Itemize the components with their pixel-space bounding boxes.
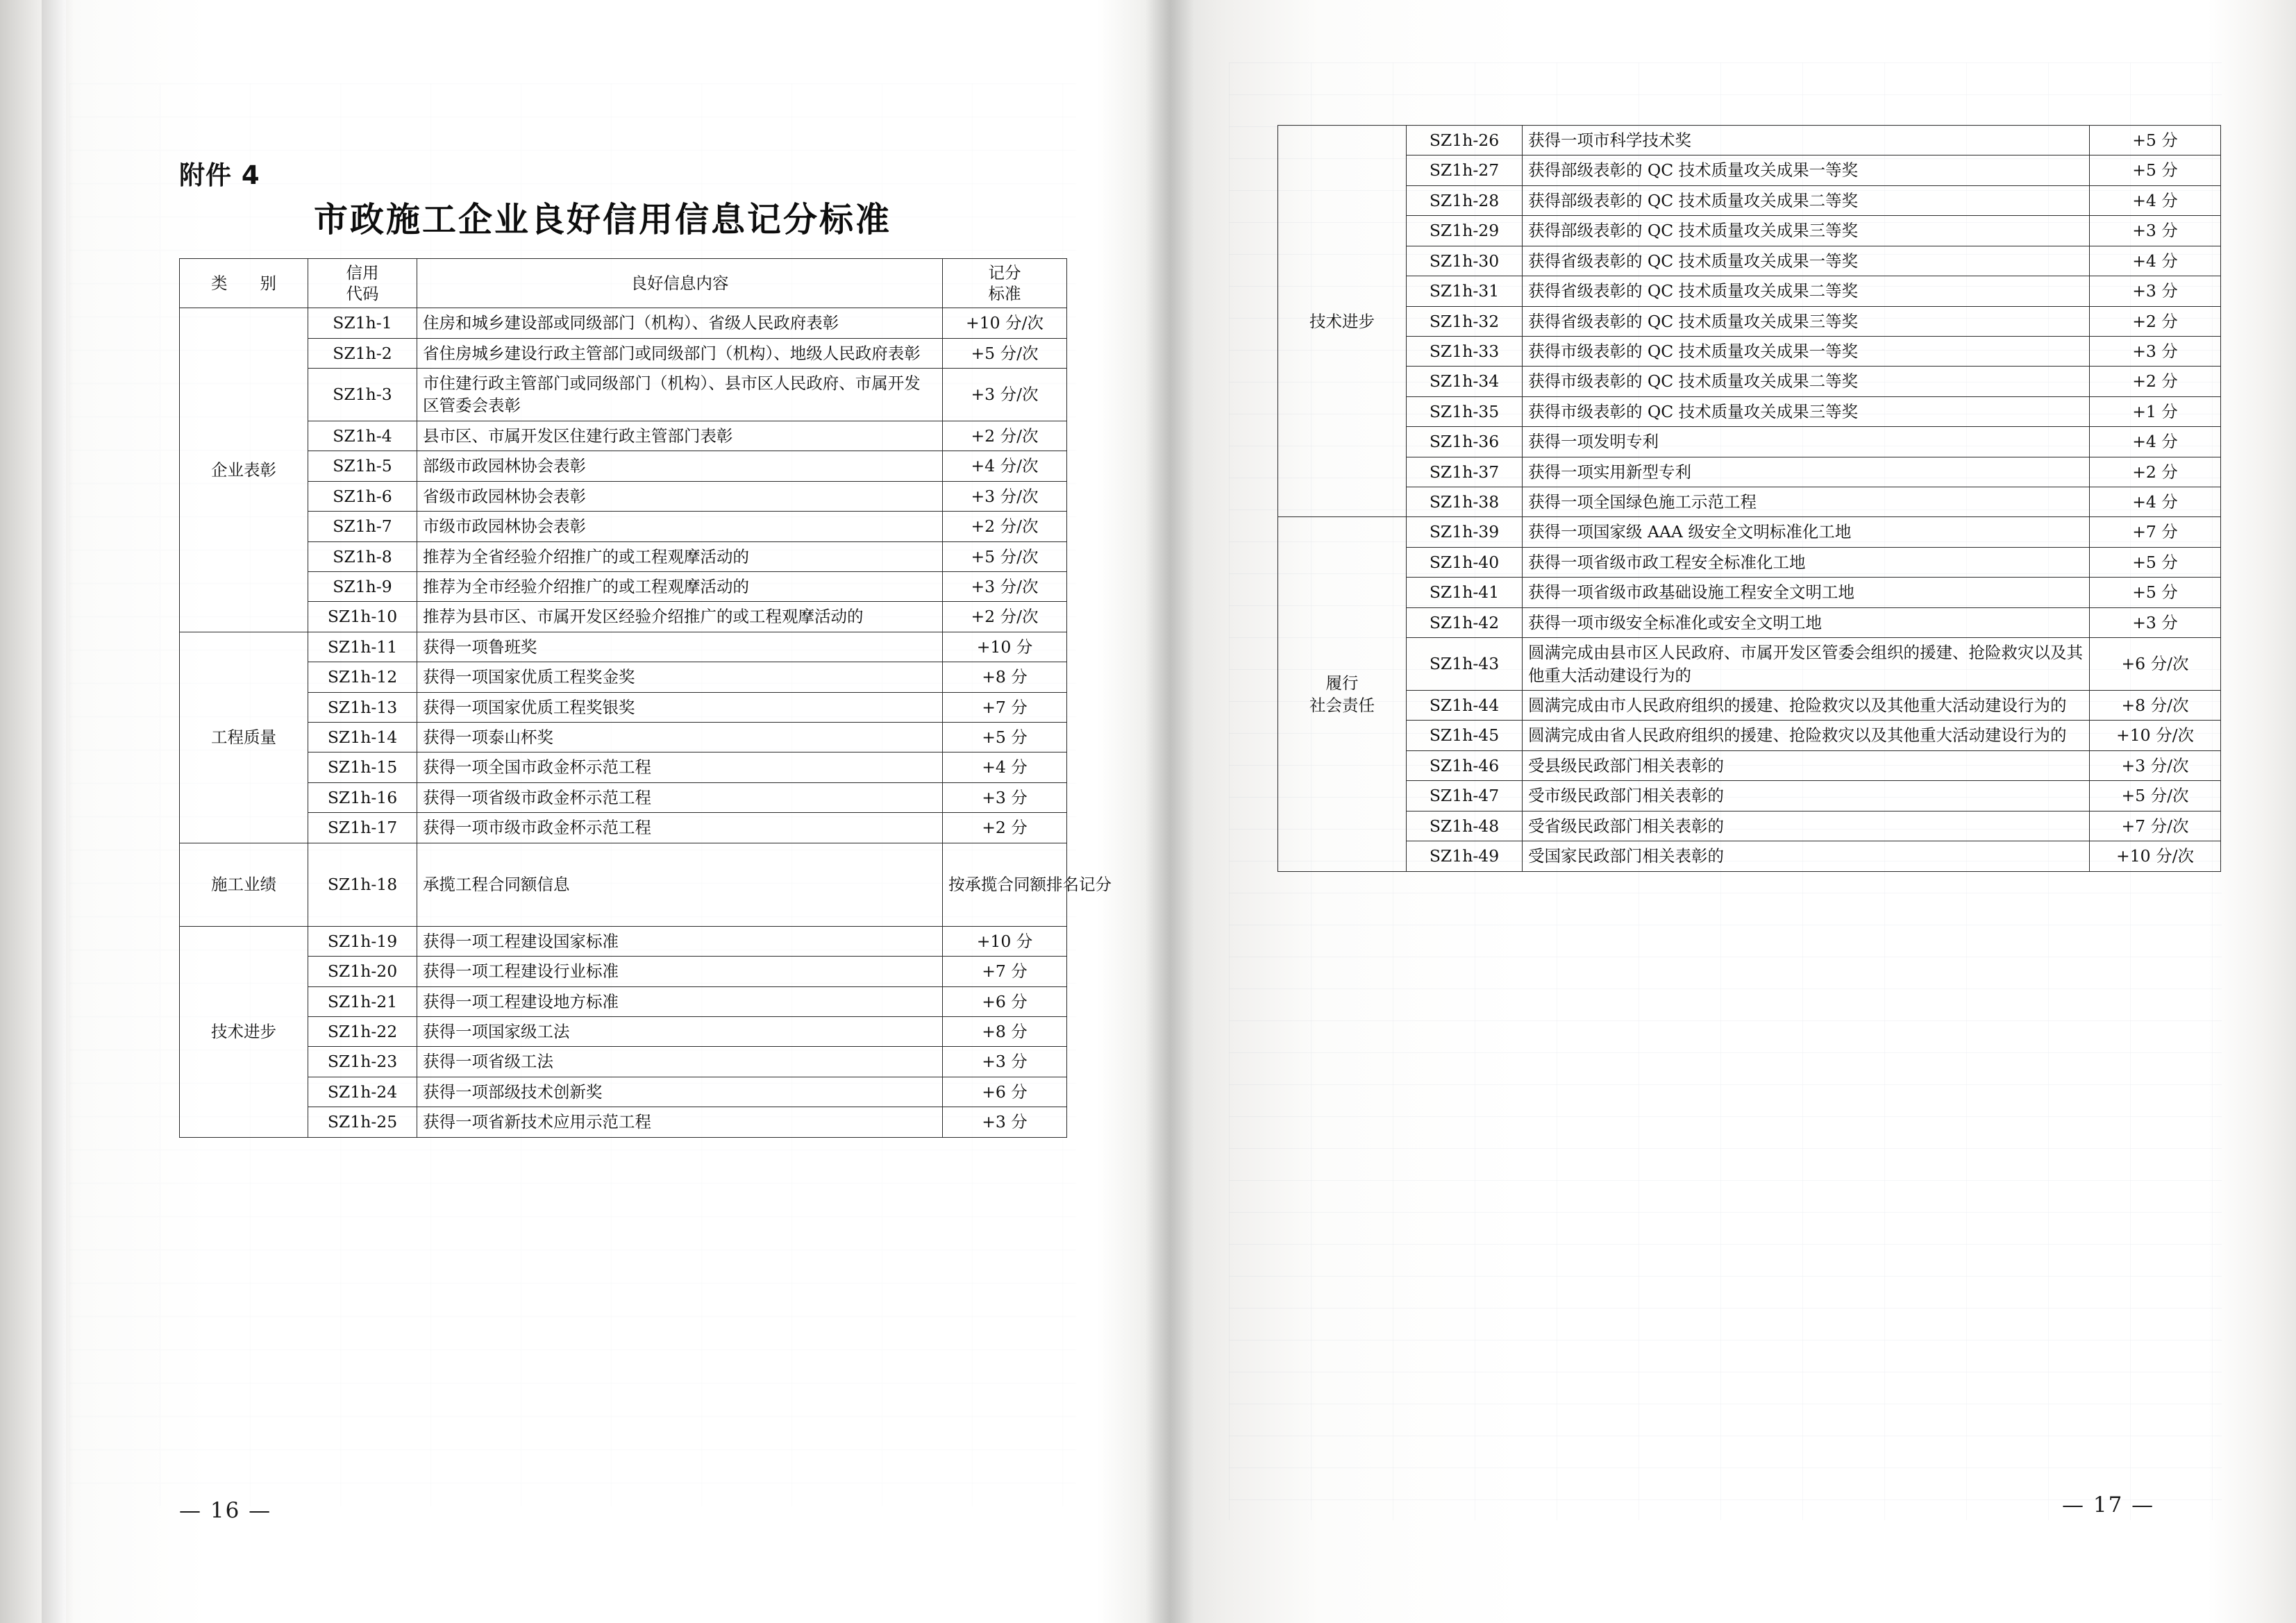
row-score: +3 分/次 <box>2090 750 2221 780</box>
row-code: SZ1h-35 <box>1407 396 1523 426</box>
table-row <box>180 1047 1067 1077</box>
table-row <box>180 843 1067 926</box>
table-row <box>180 451 1067 481</box>
row-score: +1 分 <box>2090 396 2221 426</box>
row-code: SZ1h-48 <box>1407 811 1523 841</box>
row-code: SZ1h-46 <box>1407 750 1523 780</box>
row-score: +3 分 <box>2090 216 2221 246</box>
scoring-table-left <box>179 258 1112 1138</box>
row-score: +10 分/次 <box>2090 721 2221 750</box>
row-score: +5 分 <box>2090 578 2221 607</box>
row-desc: 部级市政园林协会表彰 <box>417 451 943 481</box>
table-row <box>1278 487 2221 517</box>
row-score: +3 分 <box>2090 336 2221 366</box>
category-social-responsibility-line1: 履行 <box>1325 673 1359 693</box>
row-score: +5 分/次 <box>943 541 1067 571</box>
row-score: +2 分 <box>2090 457 2221 487</box>
row-score: +5 分/次 <box>2090 781 2221 811</box>
row-score: +5 分/次 <box>943 338 1067 368</box>
row-code: SZ1h-10 <box>308 602 417 632</box>
table-row <box>1278 781 2221 811</box>
row-code: SZ1h-39 <box>1407 517 1523 547</box>
row-score: +4 分 <box>2090 185 2221 215</box>
header-score-line1: 记分 <box>988 263 1021 283</box>
table-header-row <box>180 259 1067 308</box>
row-score: +6 分 <box>943 986 1067 1016</box>
row-code: SZ1h-26 <box>1407 126 1523 155</box>
table-row <box>1278 547 2221 577</box>
page-number-right: — 17 — <box>2062 1492 2155 1517</box>
row-code: SZ1h-33 <box>1407 336 1523 366</box>
row-code: SZ1h-22 <box>308 1017 417 1047</box>
row-score: +10 分 <box>943 632 1067 662</box>
table-row <box>180 571 1067 601</box>
table-row <box>180 723 1067 752</box>
row-code: SZ1h-7 <box>308 512 417 541</box>
table-row <box>1278 126 2221 155</box>
row-desc: 获得一项工程建设行业标准 <box>417 957 943 986</box>
category-technical-progress: 技术进步 <box>1278 126 1407 517</box>
row-code: SZ1h-47 <box>1407 781 1523 811</box>
table-row <box>1278 396 2221 426</box>
row-desc: 受市级民政部门相关表彰的 <box>1523 781 2090 811</box>
row-code: SZ1h-6 <box>308 481 417 511</box>
row-code: SZ1h-43 <box>1407 638 1523 691</box>
row-score: +5 分 <box>2090 155 2221 185</box>
row-code: SZ1h-34 <box>1407 367 1523 396</box>
row-code: SZ1h-24 <box>308 1077 417 1107</box>
row-score: +3 分 <box>943 1107 1067 1137</box>
row-desc: 获得一项国家级工法 <box>417 1017 943 1047</box>
row-score: +7 分 <box>943 692 1067 722</box>
table-row <box>180 752 1067 782</box>
table-row <box>1278 721 2221 750</box>
row-desc: 获得省级表彰的 QC 技术质量攻关成果二等奖 <box>1523 276 2090 306</box>
row-score: +4 分 <box>943 752 1067 782</box>
row-desc: 获得一项市级市政金杯示范工程 <box>417 813 943 843</box>
attachment-label: 附件 4 <box>179 160 260 190</box>
row-score: 按承揽合同额排名记分 <box>943 843 1067 926</box>
row-code: SZ1h-12 <box>308 662 417 692</box>
row-score: +10 分/次 <box>943 308 1067 338</box>
row-score: +3 分/次 <box>943 571 1067 601</box>
row-score: +7 分 <box>2090 517 2221 547</box>
table-row <box>1278 185 2221 215</box>
row-desc: 获得一项国家优质工程奖银奖 <box>417 692 943 722</box>
row-code: SZ1h-15 <box>308 752 417 782</box>
row-code: SZ1h-9 <box>308 571 417 601</box>
row-score: +6 分 <box>943 1077 1067 1107</box>
row-desc: 获得省级表彰的 QC 技术质量攻关成果一等奖 <box>1523 246 2090 276</box>
row-score: +3 分 <box>2090 607 2221 637</box>
table-row <box>180 308 1067 338</box>
category-project-quality: 工程质量 <box>180 632 308 843</box>
table-row <box>1278 306 2221 336</box>
row-desc: 市级市政园林协会表彰 <box>417 512 943 541</box>
row-desc: 获得市级表彰的 QC 技术质量攻关成果三等奖 <box>1523 396 2090 426</box>
row-score: +3 分/次 <box>943 369 1067 421</box>
row-score: +5 分 <box>2090 126 2221 155</box>
table-row <box>180 421 1067 451</box>
category-social-responsibility-line2: 社会责任 <box>1309 696 1375 716</box>
table-row <box>180 926 1067 956</box>
row-desc: 圆满完成由县市区人民政府、市属开发区管委会组织的援建、抢险救灾以及其他重大活动建设行为的 <box>1523 638 2090 691</box>
row-score: +8 分 <box>943 1017 1067 1047</box>
row-score: +4 分 <box>2090 487 2221 517</box>
table-row <box>1278 607 2221 637</box>
row-desc: 县市区、市属开发区住建行政主管部门表彰 <box>417 421 943 451</box>
table-row <box>1278 578 2221 607</box>
row-code: SZ1h-3 <box>308 369 417 421</box>
category-construction-performance: 施工业绩 <box>180 843 308 926</box>
table-row <box>1278 638 2221 691</box>
table-row <box>180 338 1067 368</box>
page-title: 市政施工企业良好信用信息记分标准 <box>314 199 892 239</box>
row-code: SZ1h-18 <box>308 843 417 926</box>
table-row <box>1278 246 2221 276</box>
table-row <box>180 1077 1067 1107</box>
row-desc: 获得一项省级市政金杯示范工程 <box>417 782 943 812</box>
row-code: SZ1h-20 <box>308 957 417 986</box>
table-row <box>180 957 1067 986</box>
table-row <box>1278 427 2221 457</box>
row-desc: 获得部级表彰的 QC 技术质量攻关成果三等奖 <box>1523 216 2090 246</box>
row-desc: 获得省级表彰的 QC 技术质量攻关成果三等奖 <box>1523 306 2090 336</box>
row-score: +2 分 <box>2090 367 2221 396</box>
row-desc: 受县级民政部门相关表彰的 <box>1523 750 2090 780</box>
row-code: SZ1h-8 <box>308 541 417 571</box>
row-code: SZ1h-32 <box>1407 306 1523 336</box>
table-row <box>1278 216 2221 246</box>
row-desc: 承揽工程合同额信息 <box>417 843 943 926</box>
row-score: +8 分/次 <box>2090 691 2221 721</box>
header-score <box>943 259 1067 308</box>
row-score: +3 分 <box>943 1047 1067 1077</box>
row-code: SZ1h-25 <box>308 1107 417 1137</box>
row-score: +2 分/次 <box>943 512 1067 541</box>
row-code: SZ1h-5 <box>308 451 417 481</box>
row-desc: 获得一项工程建设地方标准 <box>417 986 943 1016</box>
row-desc: 获得一项省级市政基础设施工程安全文明工地 <box>1523 578 2090 607</box>
page-number-left: — 16 — <box>179 1498 272 1523</box>
table-row <box>1278 691 2221 721</box>
table-row <box>180 1017 1067 1047</box>
category-social-responsibility <box>1278 517 1407 871</box>
row-desc: 获得一项市级安全标准化或安全文明工地 <box>1523 607 2090 637</box>
table-row <box>1278 841 2221 871</box>
row-desc: 获得一项工程建设国家标准 <box>417 926 943 956</box>
row-desc: 推荐为全市经验介绍推广的或工程观摩活动的 <box>417 571 943 601</box>
table-row <box>1278 336 2221 366</box>
category-enterprise-award: 企业表彰 <box>180 308 308 632</box>
row-code: SZ1h-21 <box>308 986 417 1016</box>
table-row <box>1278 367 2221 396</box>
row-score: +10 分 <box>943 926 1067 956</box>
row-score: +4 分 <box>2090 246 2221 276</box>
table-row <box>1278 750 2221 780</box>
row-desc: 获得一项泰山杯奖 <box>417 723 943 752</box>
row-code: SZ1h-11 <box>308 632 417 662</box>
row-score: +2 分 <box>2090 306 2221 336</box>
row-desc: 获得一项全国市政金杯示范工程 <box>417 752 943 782</box>
row-score: +3 分 <box>943 782 1067 812</box>
row-code: SZ1h-44 <box>1407 691 1523 721</box>
table-row <box>180 541 1067 571</box>
row-code: SZ1h-17 <box>308 813 417 843</box>
category-technical-progress: 技术进步 <box>180 926 308 1137</box>
row-score: +7 分 <box>943 957 1067 986</box>
row-desc: 获得一项国家优质工程奖金奖 <box>417 662 943 692</box>
header-credit-code <box>308 259 417 308</box>
row-code: SZ1h-42 <box>1407 607 1523 637</box>
header-content: 良好信息内容 <box>417 259 943 308</box>
row-code: SZ1h-16 <box>308 782 417 812</box>
row-score: +4 分 <box>2090 427 2221 457</box>
header-category: 类 别 <box>180 259 308 308</box>
table-row <box>180 813 1067 843</box>
row-score: +10 分/次 <box>2090 841 2221 871</box>
row-code: SZ1h-1 <box>308 308 417 338</box>
row-desc: 省住房城乡建设行政主管部门或同级部门（机构）、地级人民政府表彰 <box>417 338 943 368</box>
row-desc: 获得一项省级市政工程安全标准化工地 <box>1523 547 2090 577</box>
table-row <box>180 602 1067 632</box>
table-row <box>180 692 1067 722</box>
row-desc: 获得一项部级技术创新奖 <box>417 1077 943 1107</box>
header-credit-code-line2: 代码 <box>346 284 379 304</box>
table-row <box>1278 811 2221 841</box>
row-code: SZ1h-37 <box>1407 457 1523 487</box>
row-desc: 圆满完成由市人民政府组织的援建、抢险救灾以及其他重大活动建设行为的 <box>1523 691 2090 721</box>
row-score: +3 分 <box>2090 276 2221 306</box>
row-desc: 圆满完成由省人民政府组织的援建、抢险救灾以及其他重大活动建设行为的 <box>1523 721 2090 750</box>
row-code: SZ1h-2 <box>308 338 417 368</box>
table-row <box>1278 155 2221 185</box>
row-desc: 获得一项市科学技术奖 <box>1523 126 2090 155</box>
row-score: +2 分/次 <box>943 421 1067 451</box>
row-desc: 住房和城乡建设部或同级部门（机构）、省级人民政府表彰 <box>417 308 943 338</box>
row-desc: 获得一项国家级 AAA 级安全文明标准化工地 <box>1523 517 2090 547</box>
row-code: SZ1h-14 <box>308 723 417 752</box>
row-score: +2 分 <box>943 813 1067 843</box>
row-desc: 省级市政园林协会表彰 <box>417 481 943 511</box>
table-row <box>1278 517 2221 547</box>
table-row <box>180 481 1067 511</box>
row-score: +6 分/次 <box>2090 638 2221 691</box>
scoring-table-right <box>1277 125 2221 872</box>
row-desc: 获得一项省级工法 <box>417 1047 943 1077</box>
row-score: +5 分 <box>943 723 1067 752</box>
row-desc: 获得部级表彰的 QC 技术质量攻关成果一等奖 <box>1523 155 2090 185</box>
row-code: SZ1h-19 <box>308 926 417 956</box>
row-score: +7 分/次 <box>2090 811 2221 841</box>
row-code: SZ1h-49 <box>1407 841 1523 871</box>
row-code: SZ1h-30 <box>1407 246 1523 276</box>
row-score: +4 分/次 <box>943 451 1067 481</box>
row-code: SZ1h-27 <box>1407 155 1523 185</box>
row-desc: 受省级民政部门相关表彰的 <box>1523 811 2090 841</box>
row-code: SZ1h-13 <box>308 692 417 722</box>
row-desc: 获得一项全国绿色施工示范工程 <box>1523 487 2090 517</box>
header-credit-code-line1: 信用 <box>346 263 379 283</box>
row-score: +3 分/次 <box>943 481 1067 511</box>
row-code: SZ1h-29 <box>1407 216 1523 246</box>
row-desc: 推荐为全省经验介绍推广的或工程观摩活动的 <box>417 541 943 571</box>
row-score: +5 分 <box>2090 547 2221 577</box>
table-row <box>180 1107 1067 1137</box>
row-code: SZ1h-28 <box>1407 185 1523 215</box>
row-code: SZ1h-41 <box>1407 578 1523 607</box>
row-code: SZ1h-4 <box>308 421 417 451</box>
table-row <box>180 512 1067 541</box>
row-desc: 获得一项实用新型专利 <box>1523 457 2090 487</box>
row-code: SZ1h-31 <box>1407 276 1523 306</box>
table-row <box>180 632 1067 662</box>
row-desc: 获得一项发明专利 <box>1523 427 2090 457</box>
table-row <box>180 369 1067 421</box>
row-code: SZ1h-40 <box>1407 547 1523 577</box>
row-desc: 获得一项鲁班奖 <box>417 632 943 662</box>
row-code: SZ1h-23 <box>308 1047 417 1077</box>
row-desc: 市住建行政主管部门或同级部门（机构）、县市区人民政府、市属开发区管委会表彰 <box>417 369 943 421</box>
row-score: +2 分/次 <box>943 602 1067 632</box>
row-code: SZ1h-38 <box>1407 487 1523 517</box>
row-desc: 获得市级表彰的 QC 技术质量攻关成果二等奖 <box>1523 367 2090 396</box>
row-desc: 获得市级表彰的 QC 技术质量攻关成果一等奖 <box>1523 336 2090 366</box>
row-code: SZ1h-36 <box>1407 427 1523 457</box>
row-desc: 推荐为县市区、市属开发区经验介绍推广的或工程观摩活动的 <box>417 602 943 632</box>
table-row <box>180 662 1067 692</box>
table-row <box>180 986 1067 1016</box>
row-desc: 获得部级表彰的 QC 技术质量攻关成果二等奖 <box>1523 185 2090 215</box>
table-row <box>180 782 1067 812</box>
row-code: SZ1h-45 <box>1407 721 1523 750</box>
row-desc: 受国家民政部门相关表彰的 <box>1523 841 2090 871</box>
header-score-line2: 标准 <box>988 284 1021 304</box>
row-score: +8 分 <box>943 662 1067 692</box>
table-row <box>1278 276 2221 306</box>
table-row <box>1278 457 2221 487</box>
row-desc: 获得一项省新技术应用示范工程 <box>417 1107 943 1137</box>
